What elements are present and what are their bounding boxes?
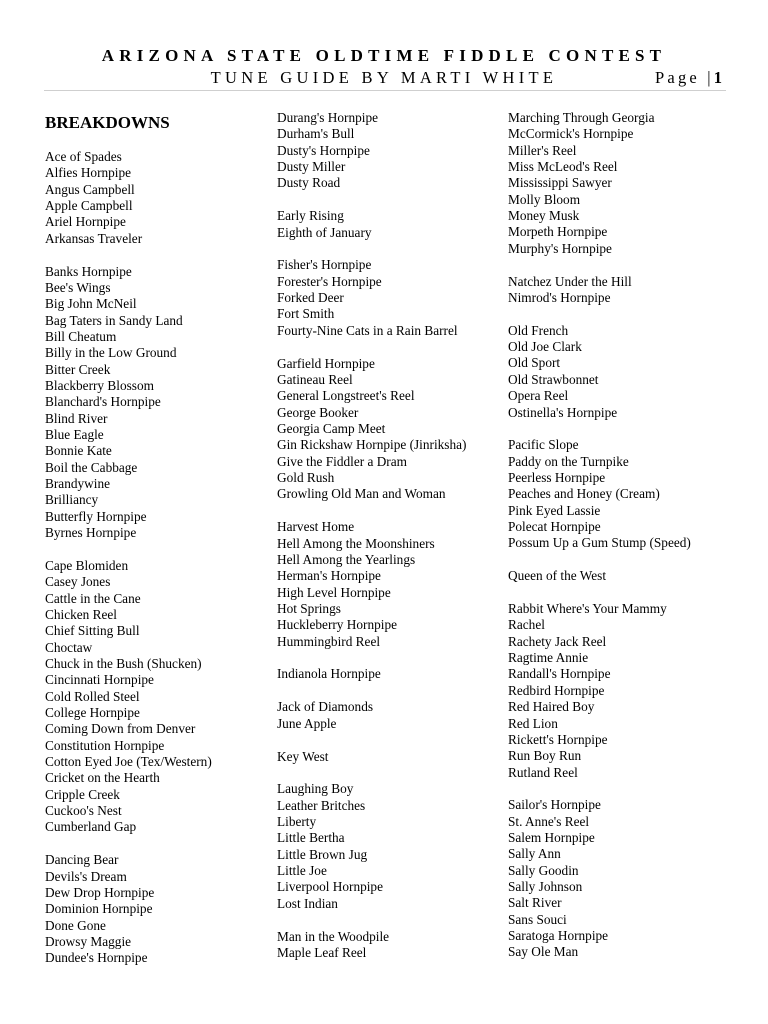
tune-item: Fourty-Nine Cats in a Rain Barrel <box>277 322 458 338</box>
tune-item: Old French <box>508 322 569 338</box>
tune-item: Blanchard's Hornpipe <box>45 394 161 410</box>
tune-column-1 <box>45 110 275 983</box>
tune-group <box>277 356 507 503</box>
tune-item: Sally Johnson <box>508 879 583 895</box>
tune-item: Sally Ann <box>508 846 561 862</box>
tune-item: Dew Drop Hornpipe <box>45 884 155 900</box>
tune-item: Hell Among the Yearlings <box>277 551 416 567</box>
tune-item: Blue Eagle <box>45 427 104 442</box>
section-title: BREAKDOWNS <box>45 113 170 132</box>
tune-item: Fort Smith <box>277 306 335 322</box>
tune-item: Harvest Home <box>277 519 355 535</box>
tune-item: Queen of the West <box>508 568 607 584</box>
tune-item: George Booker <box>277 404 359 420</box>
tune-item: Say Ole Man <box>508 944 579 960</box>
tune-item: Possum Up a Gum Stump (Speed) <box>508 535 691 551</box>
tune-item: Paddy on the Turnpike <box>508 453 629 469</box>
tune-group <box>277 666 507 682</box>
tune-item: Dusty's Hornpipe <box>277 142 370 158</box>
tune-item: Banks Hornpipe <box>45 263 132 279</box>
tune-item: Run Boy Run <box>508 748 582 764</box>
tune-item: Cincinnati Hornpipe <box>45 672 154 688</box>
tune-item: Sans Souci <box>508 911 567 927</box>
tune-item: McCormick's Hornpipe <box>508 126 634 142</box>
tune-item: Rachel <box>508 617 545 633</box>
tune-item: Bag Taters in Sandy Land <box>45 312 183 328</box>
tune-item: Rutland Reel <box>508 764 578 780</box>
tune-item: Dusty Road <box>277 175 341 191</box>
tune-item: Cape Blomiden <box>45 557 129 573</box>
tune-group <box>45 149 275 247</box>
tune-item: Drowsy Maggie <box>45 933 132 949</box>
tune-item: Bee's Wings <box>45 279 111 295</box>
tune-item: Red Lion <box>508 715 558 731</box>
tune-item: Growling Old Man and Woman <box>277 486 446 502</box>
tune-item: Liverpool Hornpipe <box>277 879 383 895</box>
tune-item: Morpeth Hornpipe <box>508 224 608 240</box>
tune-item: Rickett's Hornpipe <box>508 731 608 747</box>
tune-item: Dundee's Hornpipe <box>45 950 148 966</box>
tune-item: Gin Rickshaw Hornpipe (Jinriksha) <box>277 437 467 453</box>
tune-item: Devils's Dream <box>45 868 127 884</box>
tune-item: Ragtime Annie <box>508 650 589 666</box>
tune-group <box>508 797 738 960</box>
tune-item: Dusty Miller <box>277 159 346 175</box>
tune-item: Mississippi Sawyer <box>508 175 612 191</box>
tune-item: College Hornpipe <box>45 705 140 720</box>
tune-item: Marching Through Georgia <box>508 110 655 125</box>
tune-item: Little Brown Jug <box>277 846 368 862</box>
tune-item: Done Gone <box>45 917 106 933</box>
tune-item: Butterfly Hornpipe <box>45 508 147 524</box>
tune-item: Cotton Eyed Joe (Tex/Western) <box>45 754 212 770</box>
tune-item: Redbird Hornpipe <box>508 682 605 698</box>
tune-group <box>277 519 507 650</box>
tune-item: Give the Fiddler a Dram <box>277 453 407 469</box>
tune-group <box>277 257 507 339</box>
tune-item: Billy in the Low Ground <box>45 345 177 361</box>
tune-group <box>45 852 275 966</box>
tune-item: Little Bertha <box>277 830 345 846</box>
tune-item: Cumberland Gap <box>45 819 137 835</box>
header-divider <box>44 90 726 91</box>
tune-group <box>508 274 738 307</box>
tune-item: St. Anne's Reel <box>508 813 590 829</box>
tune-group <box>277 749 507 765</box>
tune-item: Saratoga Hornpipe <box>508 928 609 944</box>
tune-group <box>508 110 738 257</box>
tune-item: Money Musk <box>508 208 580 224</box>
tune-item: High Level Hornpipe <box>277 584 391 600</box>
tune-group <box>508 568 738 584</box>
tune-item: Brilliancy <box>45 492 99 508</box>
document-subtitle: TUNE GUIDE BY MARTI WHITE <box>210 68 558 87</box>
tune-item: Liberty <box>277 814 317 830</box>
tune-item: Old Strawbonnet <box>508 371 599 387</box>
tune-item: Gold Rush <box>277 470 335 486</box>
tune-item: Big John McNeil <box>45 296 137 312</box>
tune-item: Bitter Creek <box>45 361 111 377</box>
tune-item: Constitution Hornpipe <box>45 737 165 753</box>
page-label: Page | <box>655 68 714 87</box>
tune-group <box>45 558 275 836</box>
tune-group <box>508 323 738 421</box>
tune-item: Peaches and Honey (Cream) <box>508 486 660 502</box>
tune-item: Miller's Reel <box>508 142 577 158</box>
tune-item: Opera Reel <box>508 388 569 404</box>
tune-item: Salem Hornpipe <box>508 830 595 846</box>
tune-item: Indianola Hornpipe <box>277 666 381 682</box>
tune-item: Sailor's Hornpipe <box>508 797 601 813</box>
tune-item: Chief Sitting Bull <box>45 623 140 639</box>
tune-item: Hummingbird Reel <box>277 633 381 649</box>
tune-item: Key West <box>277 748 329 764</box>
document-title: ARIZONA STATE OLDTIME FIDDLE CONTEST <box>101 46 667 65</box>
tune-item: Natchez Under the Hill <box>508 273 632 289</box>
tune-item: Georgia Camp Meet <box>277 421 386 436</box>
tune-item: Red Haired Boy <box>508 699 595 715</box>
tune-item: Jack of Diamonds <box>277 699 374 715</box>
tune-item: Peerless Hornpipe <box>508 470 606 486</box>
tune-group <box>277 781 507 912</box>
tune-item: Chicken Reel <box>45 606 118 622</box>
tune-item: Arkansas Traveler <box>45 230 143 246</box>
tune-item: Brandywine <box>45 476 110 492</box>
page-indicator <box>655 68 722 88</box>
tune-item: Boil the Cabbage <box>45 459 138 475</box>
tune-item: Murphy's Hornpipe <box>508 240 612 256</box>
tune-item: Hell Among the Moonshiners <box>277 535 435 551</box>
tune-item: Casey Jones <box>45 574 111 590</box>
tune-item: Forked Deer <box>277 290 344 306</box>
tune-column-3 <box>508 110 738 977</box>
tune-item: Rachety Jack Reel <box>508 633 607 649</box>
tune-item: Pacific Slope <box>508 437 579 453</box>
tune-item: Hot Springs <box>277 600 341 616</box>
tune-item: Byrnes Hornpipe <box>45 525 137 541</box>
tune-item: Old Joe Clark <box>508 339 582 355</box>
tune-item: Maple Leaf Reel <box>277 944 367 960</box>
tune-item: Polecat Hornpipe <box>508 519 601 535</box>
tune-item: Laughing Boy <box>277 781 354 797</box>
tune-item: Randall's Hornpipe <box>508 666 611 682</box>
tune-item: Fisher's Hornpipe <box>277 257 372 273</box>
tune-item: Ace of Spades <box>45 149 122 164</box>
tune-item: Angus Campbell <box>45 181 135 197</box>
tune-item: Coming Down from Denver <box>45 721 196 737</box>
tune-item: Chuck in the Bush (Shucken) <box>45 655 202 671</box>
tune-group <box>508 601 738 781</box>
tune-item: Lost Indian <box>277 895 338 911</box>
tune-item: Garfield Hornpipe <box>277 355 375 371</box>
tune-item: Cripple Creek <box>45 786 120 802</box>
tune-item: Cattle in the Cane <box>45 590 141 606</box>
tune-item: Forester's Hornpipe <box>277 273 382 289</box>
tune-item: Sally Goodin <box>508 862 579 878</box>
tune-item: June Apple <box>277 715 337 731</box>
tune-item: Blind River <box>45 410 108 426</box>
tune-item: Cricket on the Hearth <box>45 770 160 786</box>
tune-item: Miss McLeod's Reel <box>508 159 618 175</box>
tune-item: Rabbit Where's Your Mammy <box>508 601 667 617</box>
tune-item: Dominion Hornpipe <box>45 901 153 917</box>
tune-item: Choctaw <box>45 639 93 655</box>
tune-item: Huckleberry Hornpipe <box>277 617 397 633</box>
tune-item: General Longstreet's Reel <box>277 388 415 404</box>
tune-item: Eighth of January <box>277 224 372 240</box>
tune-group <box>277 699 507 732</box>
tune-item: Man in the Woodpile <box>277 928 390 944</box>
tune-column-2 <box>277 110 507 978</box>
tune-item: Molly Bloom <box>508 191 581 207</box>
tune-item: Herman's Hornpipe <box>277 568 381 584</box>
tune-item: Bill Cheatum <box>45 328 117 344</box>
tune-item: Little Joe <box>277 863 327 879</box>
tune-item: Salt River <box>508 895 562 911</box>
tune-group <box>277 208 507 241</box>
tune-item: Blackberry Blossom <box>45 377 154 393</box>
tune-item: Pink Eyed Lassie <box>508 502 601 518</box>
tune-item: Durham's Bull <box>277 126 355 142</box>
tune-group <box>277 110 507 192</box>
tune-item: Early Rising <box>277 208 344 224</box>
tune-group <box>45 264 275 542</box>
tune-item: Durang's Hornpipe <box>277 110 378 125</box>
tune-item: Ariel Hornpipe <box>45 214 126 230</box>
tune-item: Cuckoo's Nest <box>45 803 122 819</box>
tune-item: Nimrod's Hornpipe <box>508 289 611 305</box>
tune-item: Apple Campbell <box>45 198 133 214</box>
tune-item: Dancing Bear <box>45 852 119 868</box>
tune-item: Old Sport <box>508 355 561 371</box>
tune-group <box>277 929 507 962</box>
tune-group <box>508 437 738 551</box>
tune-item: Gatineau Reel <box>277 371 353 387</box>
page-number: 1 <box>713 68 722 87</box>
tune-item: Cold Rolled Steel <box>45 688 140 704</box>
tune-item: Alfies Hornpipe <box>45 165 132 181</box>
tune-item: Leather Britches <box>277 797 366 813</box>
tune-item: Ostinella's Hornpipe <box>508 404 618 420</box>
tune-item: Bonnie Kate <box>45 443 112 459</box>
